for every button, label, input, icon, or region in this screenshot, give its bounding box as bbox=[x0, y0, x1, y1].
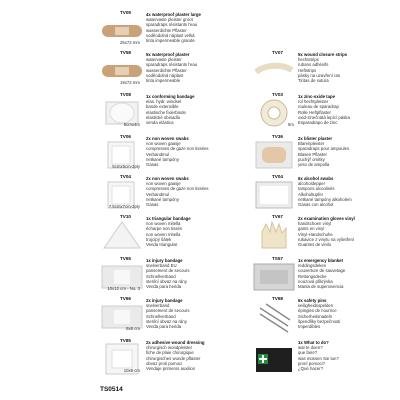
item-translation: Tiritas de sutura bbox=[298, 78, 329, 84]
item-translation: que faire? bbox=[298, 350, 318, 356]
item-title: 5x wound closure strips bbox=[298, 52, 348, 57]
item-translation: Rettungsdecke bbox=[298, 273, 327, 279]
item-description bbox=[298, 52, 400, 83]
item-size: 5cmx5cm-2ply bbox=[112, 164, 140, 169]
item-translation: épingles de nourrice bbox=[298, 308, 337, 314]
item-translation: reddingsdeken bbox=[298, 263, 327, 269]
item-translation: handschoen vinyl bbox=[298, 221, 332, 227]
item-translation: fiche de plaie chirurgique bbox=[146, 350, 194, 356]
item-translation: Blarenpleister bbox=[298, 141, 325, 147]
item-translation: Gasas con alcohol bbox=[298, 202, 334, 208]
item-title: 1x triangular bandage bbox=[146, 216, 191, 221]
item-description bbox=[146, 176, 250, 207]
pins-picture bbox=[252, 300, 296, 334]
item-translation: Venda para herida bbox=[146, 284, 182, 290]
item-translation: oxid-zinečnatá lepící páska bbox=[298, 114, 350, 120]
item-code: TV04 bbox=[272, 174, 283, 179]
item-translation: elas. hydr. windsel bbox=[146, 99, 182, 105]
item-description bbox=[298, 94, 400, 125]
item-translation: Verbandmul bbox=[146, 151, 169, 157]
item-translation: netkané tampóny bbox=[146, 156, 179, 162]
item-picture bbox=[252, 218, 296, 252]
item-code: TV03 bbox=[272, 92, 283, 97]
item-translation: watervaste pleister groot bbox=[146, 17, 193, 23]
item-description bbox=[298, 216, 400, 247]
item-title: 1x What to do? bbox=[298, 340, 329, 345]
item-translation: Vendaje primeros auxilios bbox=[146, 366, 195, 372]
item-code: TV66 bbox=[120, 296, 131, 301]
item-translation: Sicherheitsnadeln bbox=[298, 313, 333, 319]
item-description bbox=[298, 136, 400, 167]
item-description bbox=[146, 258, 250, 289]
item-description bbox=[146, 298, 250, 329]
item-translation: yeso de ampolla bbox=[298, 162, 330, 168]
item-translation: chirurgisches wunde pflaster bbox=[146, 355, 201, 361]
item-description bbox=[298, 298, 400, 329]
item-translation: sparadraps pour ampoules bbox=[298, 146, 350, 152]
item-translation: tampons alcoolisés bbox=[298, 186, 335, 192]
item-title: 2x adhesive wound dressing bbox=[146, 340, 205, 345]
item-description bbox=[146, 340, 250, 371]
item-picture bbox=[252, 260, 296, 294]
item-translation: voděodolná náplast bbox=[146, 72, 184, 78]
item-description bbox=[146, 216, 250, 247]
item-translation: Alkoholtupfer bbox=[298, 191, 324, 197]
item-code: TV10 bbox=[120, 214, 131, 219]
item-translation: Rolle Heftpflaster bbox=[298, 109, 331, 115]
item-description bbox=[146, 52, 250, 83]
item-size: 25x72 mm bbox=[119, 40, 140, 45]
item-translation: non woven mitella bbox=[146, 221, 181, 227]
item-translation: Esparadrapo de zinc bbox=[298, 120, 338, 126]
item-translation: Manta de supervivencia bbox=[298, 284, 344, 290]
blanket-picture bbox=[252, 260, 296, 294]
item-title: 2x non woven swabs bbox=[146, 136, 189, 141]
item-translation: Vinyl-Handschuhe bbox=[298, 231, 333, 237]
item-translation: Guantes de vinilo bbox=[298, 242, 332, 248]
item-translation: první pomoci? bbox=[298, 360, 325, 366]
item-translation: Schnellverband bbox=[146, 273, 176, 279]
item-translation: écharpe non tissés bbox=[146, 226, 183, 232]
item-translation: watervaste pleister bbox=[146, 57, 182, 63]
item-picture bbox=[252, 178, 296, 212]
item-code: TV85 bbox=[120, 338, 131, 343]
item-translation: wasserdichte Pflaster bbox=[146, 27, 187, 33]
item-title: 1x emergency blanket bbox=[298, 258, 343, 263]
item-translation: wat te doen? bbox=[298, 345, 323, 351]
item-size: 5m bbox=[288, 122, 294, 127]
item-code: TV06 bbox=[120, 134, 131, 139]
item-description bbox=[298, 258, 400, 289]
item-translation: nouzová přikrývka bbox=[298, 278, 333, 284]
item-translation: snelverband bbox=[146, 303, 170, 309]
item-translation: netkané tampóny alkoholem bbox=[298, 196, 352, 202]
item-description bbox=[298, 340, 400, 371]
item-translation: compresses de gaze non tissées bbox=[146, 146, 209, 152]
item-translation: Gasas bbox=[146, 162, 159, 168]
item-translation: chirurgisch wondpleister bbox=[146, 345, 193, 351]
item-translation: Blasen Pflaster bbox=[298, 151, 327, 157]
blister-picture bbox=[252, 138, 296, 172]
item-translation: Gasas bbox=[146, 202, 159, 208]
item-description bbox=[298, 176, 400, 207]
item-size: 6cmx4m bbox=[123, 122, 140, 127]
item-translation: netkané tampóny bbox=[146, 196, 179, 202]
item-size: 8x8 cm bbox=[126, 326, 140, 331]
item-title: 2x examination gloves vinyl bbox=[298, 216, 355, 221]
item-translation: compresses de gaze non tissées bbox=[146, 186, 209, 192]
item-translation: non woven mitella bbox=[146, 231, 181, 237]
item-translation: pásky na uzavření ran bbox=[298, 72, 341, 78]
item-title: 2x blister plaster bbox=[298, 136, 333, 141]
glove-picture bbox=[252, 218, 296, 252]
item-size: 19x72 mm bbox=[119, 80, 140, 85]
item-translation: non woven gaasje bbox=[146, 181, 181, 187]
item-title: 6x alcohol swabs bbox=[298, 176, 334, 181]
item-translation: was müssen Sie tun? bbox=[298, 355, 339, 361]
item-translation: Venda triangular bbox=[146, 242, 178, 248]
strips-picture bbox=[252, 54, 296, 88]
item-title: 4x waterproof plaster large bbox=[146, 12, 201, 17]
item-translation: venda elástica bbox=[146, 120, 174, 126]
item-code: TV68 bbox=[272, 296, 283, 301]
item-translation: pansement de secours bbox=[146, 268, 190, 274]
item-translation: hechtstrips bbox=[298, 57, 319, 63]
item-picture bbox=[252, 138, 296, 172]
item-title: 1x conforming bandage bbox=[146, 94, 195, 99]
item-code: TV07 bbox=[272, 50, 283, 55]
item-translation: snelverband EU bbox=[146, 263, 177, 269]
item-description bbox=[146, 136, 250, 167]
item-code: TV08 bbox=[120, 92, 131, 97]
booklet-picture bbox=[252, 342, 296, 376]
item-translation: obvaz proti pomoci bbox=[146, 360, 183, 366]
item-picture bbox=[100, 218, 144, 252]
item-translation: wasserdichte Pflaster bbox=[146, 67, 187, 73]
item-picture bbox=[252, 54, 296, 88]
item-translation: rubans adhésifs bbox=[298, 62, 329, 68]
item-size: 10x9 cm bbox=[123, 368, 140, 373]
triangle-picture bbox=[100, 218, 144, 252]
item-code: TV67 bbox=[272, 214, 283, 219]
item-translation: alcoholdepper bbox=[298, 181, 325, 187]
item-translation: sparadraps résistants l'eau bbox=[146, 22, 198, 28]
item-translation: Schnellverband bbox=[146, 313, 176, 319]
item-translation: rukavice z vinylu na vyšetření bbox=[298, 236, 355, 242]
item-code: TV36 bbox=[272, 134, 283, 139]
item-translation: rol hechtpleister bbox=[298, 99, 329, 105]
item-translation: trojcípý šátek bbox=[146, 236, 172, 242]
item-translation: sterilní obvaz na rány bbox=[146, 278, 187, 284]
item-code: TV65 bbox=[120, 256, 131, 261]
item-description bbox=[146, 12, 250, 43]
item-title: 2x non woven swabs bbox=[146, 176, 189, 181]
item-translation: rouleau de sparadrap bbox=[298, 104, 339, 110]
item-description bbox=[146, 94, 250, 125]
item-translation: puchýř omítky bbox=[298, 156, 325, 162]
item-title: 1x zinc-oxide tape bbox=[298, 94, 336, 99]
item-translation: Imperdibles bbox=[298, 324, 321, 330]
catalog-code: TS0514 bbox=[100, 386, 123, 393]
item-translation: gants en vinyl bbox=[298, 226, 325, 232]
item-title: 1x injury bandage bbox=[146, 258, 183, 263]
item-translation: sparadraps résistants l'eau bbox=[146, 62, 198, 68]
item-code: TV04 bbox=[120, 174, 131, 179]
item-translation: voděodolná náplast velká bbox=[146, 32, 195, 38]
item-title: 6x safety pins bbox=[298, 298, 327, 303]
item-translation: špendlíky bezpečnosti bbox=[298, 318, 341, 324]
item-size: 10x12 cm - No. 3 bbox=[107, 286, 140, 291]
item-picture bbox=[252, 342, 296, 376]
item-translation: tinta impermeable bbox=[146, 78, 181, 84]
item-size: 7.5cmx7cm-2ply bbox=[108, 204, 140, 209]
item-translation: non woven gaasje bbox=[146, 141, 181, 147]
item-translation: veiligheidsspelden bbox=[298, 303, 334, 309]
item-translation: ¿Qué hacer? bbox=[298, 366, 324, 372]
item-picture bbox=[252, 300, 296, 334]
item-title: 2x injury bandage bbox=[146, 298, 183, 303]
item-code: TV09 bbox=[120, 10, 131, 15]
item-translation: Heftstrips bbox=[298, 67, 317, 73]
item-translation: Verbandmul bbox=[146, 191, 169, 197]
item-translation: sterilní obvaz na rány bbox=[146, 318, 187, 324]
item-translation: elastické obinadlo bbox=[146, 114, 181, 120]
alcohol-picture bbox=[252, 178, 296, 212]
item-translation: couverture de sauvetage bbox=[298, 268, 346, 274]
item-translation: bande extensible bbox=[146, 104, 179, 110]
item-translation: Venda para herida bbox=[146, 324, 182, 330]
item-title: 5x waterproof plaster bbox=[146, 52, 190, 57]
item-translation: elastische fixierbinde bbox=[146, 109, 186, 115]
item-code: TV58 bbox=[120, 50, 131, 55]
item-translation: tinta impermeable grande bbox=[146, 38, 195, 44]
item-translation: pansement de secours bbox=[146, 308, 190, 314]
item-code: TS57 bbox=[272, 256, 283, 261]
